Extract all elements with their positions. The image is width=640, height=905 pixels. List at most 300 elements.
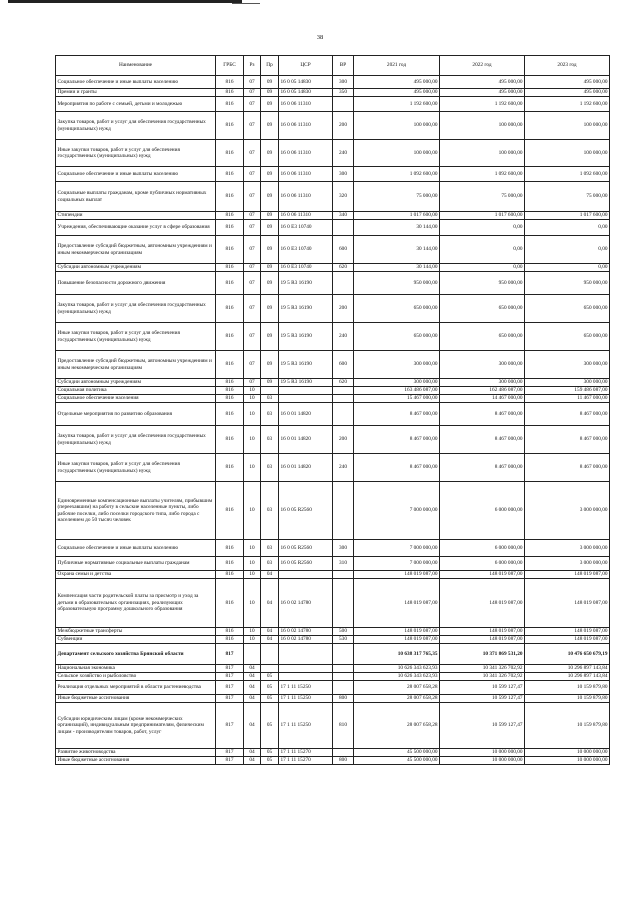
cell-name: Реализация отдельных мероприятий в области растениеводства <box>56 681 216 695</box>
cell-rz: 07 <box>244 323 261 351</box>
cell-pr: 09 <box>261 212 279 220</box>
cell-grbs: 817 <box>216 703 244 749</box>
header-vr: ВР <box>333 56 354 76</box>
cell-2022: 1 192 600,00 <box>440 97 525 112</box>
table-row <box>56 579 610 628</box>
cell-2023: 8 467 000,00 <box>525 426 610 454</box>
table-row <box>56 379 610 387</box>
cell-vr <box>333 97 354 112</box>
header-2023: 2023 год <box>525 56 610 76</box>
cell-csr: 16 0 06 11310 <box>279 97 333 112</box>
cell-grbs: 816 <box>216 212 244 220</box>
cell-grbs: 817 <box>216 644 244 665</box>
cell-2021: 8 467 000,00 <box>354 454 440 482</box>
cell-grbs: 816 <box>216 482 244 540</box>
cell-2023: 3 000 000,00 <box>525 482 610 540</box>
cell-vr: 800 <box>333 757 354 765</box>
cell-pr: 09 <box>261 264 279 272</box>
cell-vr <box>333 673 354 681</box>
cell-grbs: 816 <box>216 182 244 212</box>
cell-pr <box>261 387 279 395</box>
cell-2023: 10 000 000,00 <box>525 749 610 757</box>
cell-csr: 17 1 11 15250 <box>279 703 333 749</box>
cell-pr: 09 <box>261 323 279 351</box>
cell-rz: 10 <box>244 628 261 636</box>
cell-vr: 240 <box>333 140 354 167</box>
cell-2022: 10 599 127,47 <box>440 681 525 695</box>
header-grbs: ГРБС <box>216 56 244 76</box>
cell-grbs: 816 <box>216 76 244 89</box>
cell-vr <box>333 681 354 695</box>
cell-rz: 10 <box>244 571 261 579</box>
header-rz: Рз <box>244 56 261 76</box>
cell-pr: 04 <box>261 579 279 628</box>
cell-pr: 09 <box>261 112 279 140</box>
cell-2023: 650 000,00 <box>525 323 610 351</box>
table-row <box>56 395 610 403</box>
cell-rz: 07 <box>244 379 261 387</box>
cell-grbs: 816 <box>216 379 244 387</box>
cell-name: Закупка товаров, работ и услуг для обеспечения государственных (муниципальных) нужд <box>56 112 216 140</box>
cell-2021: 10 626 343 623,93 <box>354 673 440 681</box>
cell-2023: 148 019 087,00 <box>525 636 610 644</box>
cell-name: Охрана семьи и детства <box>56 571 216 579</box>
cell-grbs: 816 <box>216 557 244 571</box>
cell-name: Социальное обеспечение и иные выплаты населению <box>56 167 216 182</box>
cell-rz: 04 <box>244 681 261 695</box>
cell-pr: 03 <box>261 395 279 403</box>
cell-rz: 10 <box>244 387 261 395</box>
table-row <box>56 749 610 757</box>
cell-vr: 300 <box>333 540 354 557</box>
cell-pr: 04 <box>261 628 279 636</box>
table-row <box>56 264 610 272</box>
cell-grbs: 816 <box>216 636 244 644</box>
cell-vr: 240 <box>333 323 354 351</box>
cell-2021: 163 486 087,00 <box>354 387 440 395</box>
cell-2023: 10 159 879,80 <box>525 695 610 703</box>
cell-csr <box>279 644 333 665</box>
cell-pr: 03 <box>261 426 279 454</box>
cell-2021: 100 000,00 <box>354 112 440 140</box>
cell-2021: 15 467 000,00 <box>354 395 440 403</box>
cell-grbs: 816 <box>216 571 244 579</box>
cell-pr: 05 <box>261 703 279 749</box>
cell-name: Предоставление субсидий бюджетным, автономным учреждениям и иным некоммерческим организациям <box>56 236 216 264</box>
table-header-row <box>56 56 610 76</box>
cell-2021: 45 500 000,00 <box>354 757 440 765</box>
cell-2022: 10 341 326 702,92 <box>440 673 525 681</box>
cell-rz: 04 <box>244 749 261 757</box>
cell-vr: 810 <box>333 703 354 749</box>
cell-csr: 16 0 05 14830 <box>279 89 333 97</box>
cell-2022: 148 019 087,00 <box>440 636 525 644</box>
cell-2021: 75 000,00 <box>354 182 440 212</box>
cell-pr: 09 <box>261 167 279 182</box>
cell-2022: 1 092 600,00 <box>440 167 525 182</box>
cell-rz: 07 <box>244 220 261 236</box>
table-row <box>56 220 610 236</box>
cell-csr: 16 0 06 11310 <box>279 182 333 212</box>
cell-rz: 07 <box>244 236 261 264</box>
cell-grbs: 816 <box>216 97 244 112</box>
cell-2022: 148 019 087,00 <box>440 579 525 628</box>
cell-rz: 07 <box>244 351 261 379</box>
cell-csr: 16 0 02 14780 <box>279 636 333 644</box>
cell-name: Публичные нормативные социальные выплаты гражданам <box>56 557 216 571</box>
cell-2022: 650 000,00 <box>440 323 525 351</box>
table-row <box>56 571 610 579</box>
cell-2022: 14 467 000,00 <box>440 395 525 403</box>
cell-2021: 10 638 317 765,35 <box>354 644 440 665</box>
cell-csr: 17 1 11 15270 <box>279 757 333 765</box>
cell-pr: 09 <box>261 272 279 295</box>
cell-csr: 16 0 01 14820 <box>279 426 333 454</box>
cell-name: Стипендии <box>56 212 216 220</box>
cell-2023: 3 000 000,00 <box>525 540 610 557</box>
cell-pr: 05 <box>261 695 279 703</box>
cell-csr: 16 0 02 14780 <box>279 628 333 636</box>
cell-csr: 16 0 E3 10740 <box>279 264 333 272</box>
cell-pr: 09 <box>261 351 279 379</box>
cell-name: Иные закупки товаров, работ и услуг для обеспечения государственных (муниципальных) нужд <box>56 140 216 167</box>
cell-2023: 1 017 600,00 <box>525 212 610 220</box>
cell-pr: 05 <box>261 757 279 765</box>
cell-rz: 10 <box>244 426 261 454</box>
cell-2023: 159 486 087,00 <box>525 387 610 395</box>
cell-grbs: 816 <box>216 112 244 140</box>
cell-2021: 495 000,00 <box>354 76 440 89</box>
header-name: Наименование <box>56 56 216 76</box>
cell-csr: 16 0 01 14820 <box>279 454 333 482</box>
cell-2023: 10 296 897 143,84 <box>525 665 610 673</box>
cell-2021: 1 192 600,00 <box>354 97 440 112</box>
cell-2021: 300 000,00 <box>354 351 440 379</box>
cell-grbs: 816 <box>216 403 244 426</box>
cell-pr: 05 <box>261 749 279 757</box>
cell-2021: 1 017 600,00 <box>354 212 440 220</box>
cell-rz: 04 <box>244 695 261 703</box>
cell-2023: 148 019 087,00 <box>525 628 610 636</box>
cell-rz: 07 <box>244 89 261 97</box>
cell-2023: 10 296 897 143,84 <box>525 673 610 681</box>
cell-name: Единовременные компенсационные выплаты учителям, прибывшим (переехавшим) на работу в сельские населенные пункты, либо рабочие поселки, либо поселки городского типа, либо города с населением до 50 тысяч человек <box>56 482 216 540</box>
cell-2021: 650 000,00 <box>354 295 440 323</box>
cell-2022: 10 000 000,00 <box>440 749 525 757</box>
cell-vr <box>333 579 354 628</box>
cell-2022: 8 467 000,00 <box>440 426 525 454</box>
cell-name: Межбюджетные трансферты <box>56 628 216 636</box>
cell-2023: 3 000 000,00 <box>525 557 610 571</box>
cell-name: Социальное обеспечение населения <box>56 395 216 403</box>
cell-pr: 09 <box>261 97 279 112</box>
cell-grbs: 816 <box>216 89 244 97</box>
cell-2023: 75 000,00 <box>525 182 610 212</box>
cell-csr: 16 0 01 14820 <box>279 403 333 426</box>
cell-rz: 07 <box>244 295 261 323</box>
cell-2022: 100 000,00 <box>440 112 525 140</box>
cell-pr: 04 <box>261 571 279 579</box>
table-row <box>56 628 610 636</box>
cell-rz: 04 <box>244 703 261 749</box>
cell-2021: 300 000,00 <box>354 379 440 387</box>
cell-rz: 07 <box>244 212 261 220</box>
scan-artifact-line <box>8 0 242 3</box>
cell-grbs: 816 <box>216 236 244 264</box>
cell-2021: 7 000 000,00 <box>354 540 440 557</box>
cell-grbs: 816 <box>216 220 244 236</box>
cell-rz: 10 <box>244 403 261 426</box>
cell-2022: 495 000,00 <box>440 76 525 89</box>
cell-2022: 300 000,00 <box>440 351 525 379</box>
cell-grbs: 817 <box>216 757 244 765</box>
cell-csr <box>279 571 333 579</box>
cell-rz: 07 <box>244 167 261 182</box>
cell-csr: 17 1 11 15270 <box>279 749 333 757</box>
cell-grbs: 816 <box>216 272 244 295</box>
cell-name: Отдельные мероприятия по развитию образования <box>56 403 216 426</box>
cell-2021: 30 144,00 <box>354 220 440 236</box>
cell-rz: 10 <box>244 557 261 571</box>
cell-2022: 8 467 000,00 <box>440 403 525 426</box>
cell-2023: 300 000,00 <box>525 351 610 379</box>
cell-2023: 300 000,00 <box>525 379 610 387</box>
cell-vr <box>333 571 354 579</box>
cell-2023: 10 476 650 679,19 <box>525 644 610 665</box>
table-row <box>56 540 610 557</box>
cell-pr: 09 <box>261 220 279 236</box>
budget-table <box>55 55 610 765</box>
cell-2021: 148 019 087,00 <box>354 571 440 579</box>
cell-2023: 0,00 <box>525 236 610 264</box>
cell-pr: 03 <box>261 557 279 571</box>
cell-rz: 07 <box>244 182 261 212</box>
cell-rz: 07 <box>244 112 261 140</box>
cell-csr: 16 0 06 11310 <box>279 112 333 140</box>
cell-2022: 0,00 <box>440 220 525 236</box>
header-2021: 2021 год <box>354 56 440 76</box>
cell-csr: 16 0 06 11310 <box>279 167 333 182</box>
cell-2021: 30 144,00 <box>354 236 440 264</box>
cell-2022: 6 000 000,00 <box>440 540 525 557</box>
cell-grbs: 816 <box>216 454 244 482</box>
cell-name: Департамент сельского хозяйства Брянской области <box>56 644 216 665</box>
cell-grbs: 816 <box>216 295 244 323</box>
cell-2023: 10 000 000,00 <box>525 757 610 765</box>
table-row <box>56 644 610 665</box>
table-row <box>56 323 610 351</box>
cell-2022: 300 000,00 <box>440 379 525 387</box>
cell-csr: 19 5 R3 16190 <box>279 323 333 351</box>
table-row <box>56 167 610 182</box>
cell-grbs: 816 <box>216 387 244 395</box>
cell-rz: 10 <box>244 540 261 557</box>
cell-2021: 8 467 000,00 <box>354 426 440 454</box>
cell-2023: 1 092 600,00 <box>525 167 610 182</box>
cell-rz: 07 <box>244 97 261 112</box>
table-body <box>56 76 610 765</box>
cell-2021: 7 000 000,00 <box>354 482 440 540</box>
cell-rz: 10 <box>244 579 261 628</box>
cell-vr: 530 <box>333 636 354 644</box>
cell-grbs: 817 <box>216 749 244 757</box>
cell-vr: 500 <box>333 628 354 636</box>
cell-vr: 620 <box>333 379 354 387</box>
cell-rz: 04 <box>244 673 261 681</box>
cell-2021: 950 000,00 <box>354 272 440 295</box>
cell-grbs: 816 <box>216 395 244 403</box>
cell-vr <box>333 403 354 426</box>
cell-vr: 620 <box>333 264 354 272</box>
cell-2021: 495 000,00 <box>354 89 440 97</box>
cell-vr: 340 <box>333 212 354 220</box>
cell-2022: 10 599 127,47 <box>440 695 525 703</box>
cell-csr <box>279 665 333 673</box>
cell-2021: 30 144,00 <box>354 264 440 272</box>
cell-name: Иные бюджетные ассигнования <box>56 695 216 703</box>
cell-grbs: 816 <box>216 167 244 182</box>
cell-vr: 600 <box>333 236 354 264</box>
cell-name: Субсидии автономным учреждениям <box>56 264 216 272</box>
cell-pr: 09 <box>261 236 279 264</box>
cell-2021: 148 019 087,00 <box>354 628 440 636</box>
cell-2022: 8 467 000,00 <box>440 454 525 482</box>
cell-2021: 148 019 087,00 <box>354 579 440 628</box>
cell-2021: 45 500 000,00 <box>354 749 440 757</box>
cell-2023: 100 000,00 <box>525 140 610 167</box>
cell-2022: 0,00 <box>440 236 525 264</box>
table-row <box>56 295 610 323</box>
cell-pr: 09 <box>261 295 279 323</box>
cell-grbs: 817 <box>216 695 244 703</box>
header-csr: ЦСР <box>279 56 333 76</box>
cell-vr <box>333 665 354 673</box>
cell-csr: 16 0 02 14780 <box>279 579 333 628</box>
cell-vr <box>333 482 354 540</box>
cell-2023: 0,00 <box>525 220 610 236</box>
cell-2023: 495 000,00 <box>525 76 610 89</box>
cell-grbs: 817 <box>216 673 244 681</box>
cell-csr <box>279 673 333 681</box>
cell-csr: 16 0 06 11310 <box>279 212 333 220</box>
table-row <box>56 112 610 140</box>
cell-pr: 05 <box>261 681 279 695</box>
table-row <box>56 673 610 681</box>
cell-pr: 03 <box>261 403 279 426</box>
cell-name: Повышение безопасности дорожного движения <box>56 272 216 295</box>
table-row <box>56 236 610 264</box>
cell-grbs: 816 <box>216 140 244 167</box>
table-row <box>56 272 610 295</box>
cell-name: Сельское хозяйство и рыболовство <box>56 673 216 681</box>
cell-2023: 8 467 000,00 <box>525 403 610 426</box>
cell-name: Иные бюджетные ассигнования <box>56 757 216 765</box>
cell-vr: 300 <box>333 76 354 89</box>
cell-2021: 28 007 658,28 <box>354 681 440 695</box>
cell-2022: 100 000,00 <box>440 140 525 167</box>
cell-rz: 04 <box>244 757 261 765</box>
cell-pr: 09 <box>261 379 279 387</box>
cell-rz: 10 <box>244 636 261 644</box>
cell-2022: 0,00 <box>440 264 525 272</box>
cell-rz: 10 <box>244 395 261 403</box>
cell-csr: 16 0 05 R2560 <box>279 540 333 557</box>
cell-2022: 148 019 087,00 <box>440 571 525 579</box>
cell-csr: 19 5 R3 16190 <box>279 295 333 323</box>
cell-vr: 310 <box>333 557 354 571</box>
cell-csr <box>279 395 333 403</box>
cell-2021: 1 092 600,00 <box>354 167 440 182</box>
table-row <box>56 403 610 426</box>
cell-rz: 07 <box>244 272 261 295</box>
cell-2022: 75 000,00 <box>440 182 525 212</box>
cell-grbs: 816 <box>216 323 244 351</box>
cell-pr: 03 <box>261 482 279 540</box>
cell-csr: 16 0 E3 10740 <box>279 220 333 236</box>
cell-csr: 17 1 11 15250 <box>279 695 333 703</box>
cell-2023: 950 000,00 <box>525 272 610 295</box>
cell-pr: 04 <box>261 636 279 644</box>
cell-2023: 1 192 600,00 <box>525 97 610 112</box>
cell-pr: 05 <box>261 673 279 681</box>
cell-grbs: 816 <box>216 628 244 636</box>
cell-name: Социальные выплаты гражданам, кроме публичных нормативных социальных выплат <box>56 182 216 212</box>
cell-2022: 162 486 087,00 <box>440 387 525 395</box>
cell-name: Иные закупки товаров, работ и услуг для обеспечения государственных (муниципальных) нужд <box>56 323 216 351</box>
cell-name: Премии и гранты <box>56 89 216 97</box>
cell-rz: 04 <box>244 665 261 673</box>
cell-2023: 148 019 087,00 <box>525 571 610 579</box>
cell-2023: 100 000,00 <box>525 112 610 140</box>
cell-grbs: 817 <box>216 665 244 673</box>
cell-name: Предоставление субсидий бюджетным, автономным учреждениям и иным некоммерческим организациям <box>56 351 216 379</box>
cell-pr: 09 <box>261 76 279 89</box>
cell-name: Мероприятия по работе с семьей, детьми и молодежью <box>56 97 216 112</box>
cell-2022: 6 000 000,00 <box>440 482 525 540</box>
cell-2023: 148 019 087,00 <box>525 579 610 628</box>
cell-2021: 28 007 658,28 <box>354 703 440 749</box>
cell-2022: 10 371 869 531,20 <box>440 644 525 665</box>
cell-grbs: 816 <box>216 264 244 272</box>
cell-name: Национальная экономика <box>56 665 216 673</box>
cell-2021: 7 000 000,00 <box>354 557 440 571</box>
cell-name: Закупка товаров, работ и услуг для обеспечения государственных (муниципальных) нужд <box>56 426 216 454</box>
cell-2022: 1 017 600,00 <box>440 212 525 220</box>
cell-2022: 6 000 000,00 <box>440 557 525 571</box>
cell-2023: 495 000,00 <box>525 89 610 97</box>
cell-vr <box>333 272 354 295</box>
cell-grbs: 816 <box>216 579 244 628</box>
cell-rz: 07 <box>244 76 261 89</box>
cell-rz <box>244 644 261 665</box>
table-row <box>56 454 610 482</box>
cell-vr: 800 <box>333 695 354 703</box>
cell-vr: 200 <box>333 295 354 323</box>
cell-csr: 16 0 05 R2560 <box>279 557 333 571</box>
cell-2021: 148 019 087,00 <box>354 636 440 644</box>
cell-2021: 100 000,00 <box>354 140 440 167</box>
cell-name: Компенсация части родительской платы за присмотр и уход за детьми в образовательных организациях, реализующих образовательную программу дошкольного образования <box>56 579 216 628</box>
cell-2023: 10 159 879,80 <box>525 681 610 695</box>
cell-csr: 17 1 11 15250 <box>279 681 333 695</box>
cell-vr <box>333 749 354 757</box>
table-row <box>56 212 610 220</box>
cell-name: Учреждения, обеспечивающие оказание услуг в сфере образования <box>56 220 216 236</box>
cell-grbs: 816 <box>216 351 244 379</box>
cell-name: Субвенции <box>56 636 216 644</box>
cell-2021: 8 467 000,00 <box>354 403 440 426</box>
cell-name: Субсидии автономным учреждениям <box>56 379 216 387</box>
